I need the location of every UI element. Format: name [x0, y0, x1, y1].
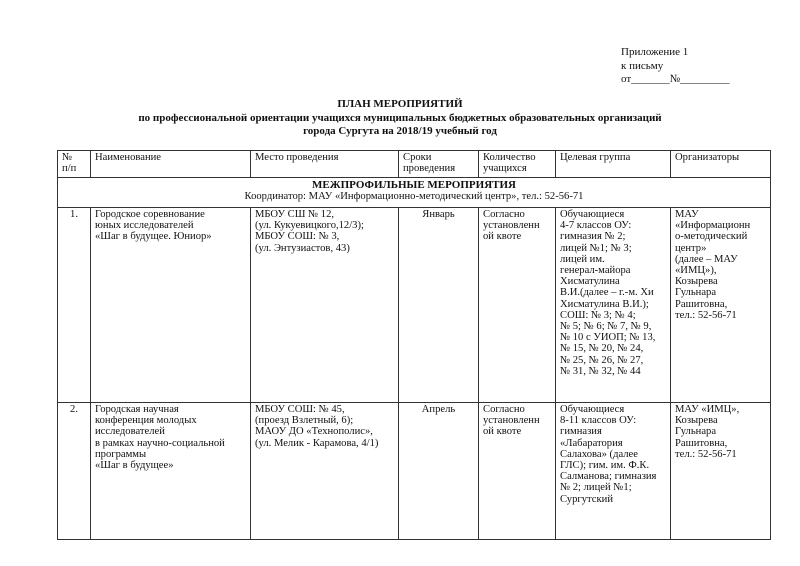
header-name: Наименование — [91, 151, 251, 178]
header-row — [58, 151, 771, 178]
cell-dates: Январь — [399, 208, 479, 403]
cell-place: МБОУ СОШ: № 45, (проезд Взлетный, 6); МАОУ ДО «Технополис», (ул. Мелик - Карамова, 4/1) — [251, 403, 399, 540]
appendix-number: Приложение 1 — [621, 46, 689, 58]
cell-organizers: МАУ «ИМЦ», Козырева Гульнара Рашитовна, тел.: 52-56-71 — [671, 403, 771, 540]
appendix-note — [621, 46, 730, 87]
section-row — [58, 178, 771, 208]
appendix-date-number: от_______№_________ — [621, 73, 730, 85]
cell-number: 2. — [58, 403, 91, 540]
header-place: Место проведения — [251, 151, 399, 178]
cell-name: Городская научная конференция молодых исследователей в рамках научно-социальной программы «Шаг в будущее» — [91, 403, 251, 540]
events-table — [57, 150, 771, 540]
section-cell — [58, 178, 771, 208]
table-row — [58, 208, 771, 403]
title-year: города Сургута на 2018/19 учебный год — [303, 125, 497, 137]
cell-place: МБОУ СШ № 12, (ул. Кукуевицкого,12/3); МБОУ СОШ: № 3, (ул. Энтузиастов, 43) — [251, 208, 399, 403]
cell-target: Обучающиеся 4-7 классов ОУ: гимназия № 2; лицей №1; № 3; лицей им. генерал-майора Хисматулина В.И.(далее – г.-м. Хи Хисматулина В.И.); СОШ: № 3; № 4; № 5; № 6; № 7, № 9, № 10 с УИОП; № 13, № 15, № 20, № 24, № 25, № 26, № 27, № 31, № 32, № 44 — [556, 208, 671, 403]
cell-number: 1. — [58, 208, 91, 403]
cell-organizers: МАУ «Информационн о-методический центр» (далее – МАУ «ИМЦ»), Козырева Гульнара Рашитовна, тел.: 52-56-71 — [671, 208, 771, 403]
title-main: ПЛАН МЕРОПРИЯТИЙ — [337, 98, 463, 110]
section-coordinator: Координатор: МАУ «Информационно-методический центр», тел.: 52-56-71 — [244, 191, 584, 203]
title-sub: по профессиональной ориентации учащихся муниципальных бюджетных образовательных организаций — [138, 111, 662, 124]
cell-count: Согласно установленн ой квоте — [479, 208, 556, 403]
header-dates: Сроки проведения — [399, 151, 479, 178]
header-target: Целевая группа — [556, 151, 671, 178]
cell-count: Согласно установленн ой квоте — [479, 403, 556, 540]
header-count: Количество учащихся — [479, 151, 556, 178]
cell-dates: Апрель — [399, 403, 479, 540]
cell-target: Обучающиеся 8-11 классов ОУ: гимназия «Лабаратория Салахова» (далее ГЛС); гим. им. Ф.К. Салманова; гимназия № 2; лицей №1; Сургутский — [556, 403, 671, 540]
header-number: № п/п — [58, 151, 91, 178]
header-organizers: Организаторы — [671, 151, 771, 178]
document-title — [0, 98, 800, 139]
cell-name: Городское соревнование юных исследователей «Шаг в будущее. Юниор» — [91, 208, 251, 403]
appendix-letter: к письму — [621, 59, 664, 72]
table-row — [58, 403, 771, 540]
section-heading: МЕЖПРОФИЛЬНЫЕ МЕРОПРИЯТИЯ — [312, 179, 516, 191]
